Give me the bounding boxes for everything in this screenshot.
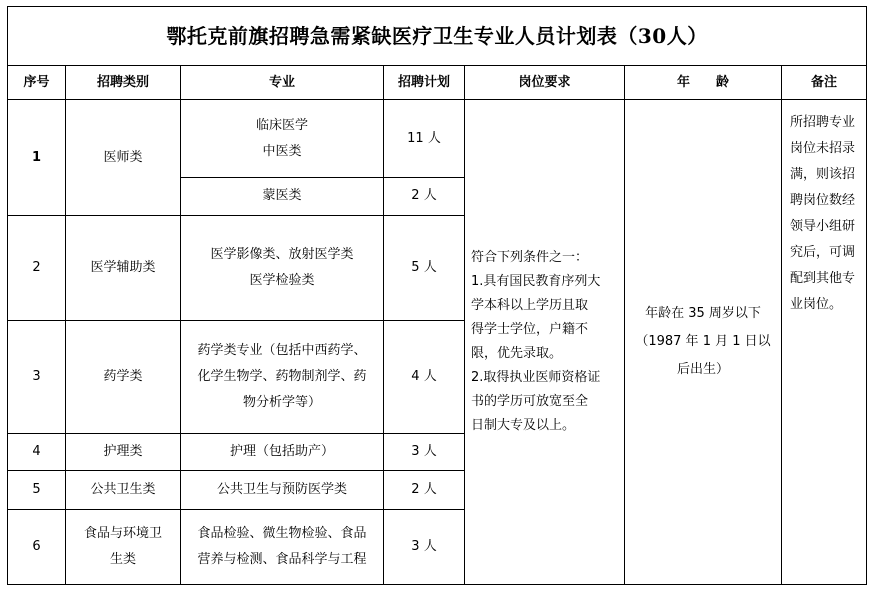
row-3-major-line-2: 化学生物学、药物制剂学、药 bbox=[197, 368, 367, 384]
row-2-plan: 5 人 bbox=[384, 216, 465, 321]
title-row bbox=[8, 7, 867, 66]
row-1-category: 医师类 bbox=[66, 100, 181, 216]
row-4-no: 4 bbox=[8, 434, 66, 471]
requirements-line-4: 得学士学位，户籍不 bbox=[471, 322, 589, 338]
row-3-category: 药学类 bbox=[66, 320, 181, 434]
row-6-plan: 3 人 bbox=[384, 509, 465, 584]
row-5-plan: 2 人 bbox=[384, 471, 465, 509]
requirements-line-3: 学本科以上学历且取 bbox=[471, 298, 589, 314]
row-1-plan-b: 2 人 bbox=[384, 177, 465, 215]
remarks-line-8: 业岗位。 bbox=[790, 297, 843, 313]
requirements-line-8: 日制大专及以上。 bbox=[471, 418, 576, 434]
row-6-category bbox=[66, 509, 181, 584]
requirements-cell bbox=[465, 100, 625, 585]
row-3-major-line-1: 药学类专业（包括中西药学、 bbox=[197, 342, 367, 358]
age-line-2: （1987 年 1 月 1 日以 bbox=[635, 334, 771, 350]
remarks-line-2: 岗位未招录 bbox=[790, 141, 856, 157]
row-3-major-line-3: 物分析学等） bbox=[242, 394, 321, 410]
header-no: 序号 bbox=[8, 66, 66, 100]
row-1-major-a-line-1: 临床医学 bbox=[255, 117, 308, 133]
requirements-line-2: 1.具有国民教育序列大 bbox=[471, 274, 601, 290]
header-category: 招聘类别 bbox=[66, 66, 181, 100]
row-6-major-line-2: 营养与检测、食品科学与工程 bbox=[197, 551, 367, 567]
header-plan: 招聘计划 bbox=[384, 66, 465, 100]
recruitment-plan-table bbox=[7, 6, 867, 585]
remarks-line-1: 所招聘专业 bbox=[790, 115, 856, 131]
row-5-category: 公共卫生类 bbox=[66, 471, 181, 509]
row-1-major-a-line-2: 中医类 bbox=[262, 143, 302, 159]
row-3-major bbox=[181, 320, 384, 434]
row-1-no: 1 bbox=[8, 100, 66, 216]
row-3-no: 3 bbox=[8, 320, 66, 434]
age-line-3: 后出生） bbox=[676, 362, 729, 378]
header-row bbox=[8, 66, 867, 100]
row-6-no: 6 bbox=[8, 509, 66, 584]
row-1-major-b: 蒙医类 bbox=[181, 177, 384, 215]
remarks-cell bbox=[782, 100, 867, 585]
table-title: 鄂托克前旗招聘急需紧缺医疗卫生专业人员计划表（30人） bbox=[8, 7, 867, 66]
row-1-plan-a: 11 人 bbox=[384, 100, 465, 177]
remarks-line-4: 聘岗位数经 bbox=[790, 193, 856, 209]
row-5-major: 公共卫生与预防医学类 bbox=[181, 471, 384, 509]
row-2-major-line-1: 医学影像类、放射医学类 bbox=[210, 246, 354, 262]
row-4-plan: 3 人 bbox=[384, 434, 465, 471]
requirements-line-5: 限，优先录取。 bbox=[471, 346, 563, 362]
remarks-line-7: 配到其他专 bbox=[790, 271, 856, 287]
requirements-line-1: 符合下列条件之一： bbox=[471, 250, 589, 266]
row-6-category-line-1: 食品与环境卫 bbox=[83, 525, 162, 541]
header-requirements: 岗位要求 bbox=[465, 66, 625, 100]
row-2-no: 2 bbox=[8, 216, 66, 321]
remarks-line-6: 究后，可调 bbox=[790, 245, 856, 261]
row-6-major bbox=[181, 509, 384, 584]
requirements-line-6: 2.取得执业医师资格证 bbox=[471, 370, 601, 386]
header-remarks: 备注 bbox=[782, 66, 867, 100]
remarks-line-5: 领导小组研 bbox=[790, 219, 856, 235]
row-6-category-line-2: 生类 bbox=[109, 551, 136, 567]
row-4-major: 护理（包括助产） bbox=[181, 434, 384, 471]
age-line-1: 年龄在 35 周岁以下 bbox=[645, 306, 761, 322]
row-4-category: 护理类 bbox=[66, 434, 181, 471]
row-6-major-line-1: 食品检验、微生物检验、食品 bbox=[197, 525, 367, 541]
row-2-major-line-2: 医学检验类 bbox=[249, 272, 315, 288]
row-2-major bbox=[181, 216, 384, 321]
header-age: 年 龄 bbox=[625, 66, 782, 100]
requirements-line-7: 书的学历可放宽至全 bbox=[471, 394, 589, 410]
row-3-plan: 4 人 bbox=[384, 320, 465, 434]
row-2-category: 医学辅助类 bbox=[66, 216, 181, 321]
header-major: 专业 bbox=[181, 66, 384, 100]
row-1-major-a bbox=[181, 100, 384, 177]
remarks-line-3: 满，则该招 bbox=[790, 167, 856, 183]
age-cell bbox=[625, 100, 782, 585]
table-row bbox=[8, 100, 867, 177]
row-5-no: 5 bbox=[8, 471, 66, 509]
